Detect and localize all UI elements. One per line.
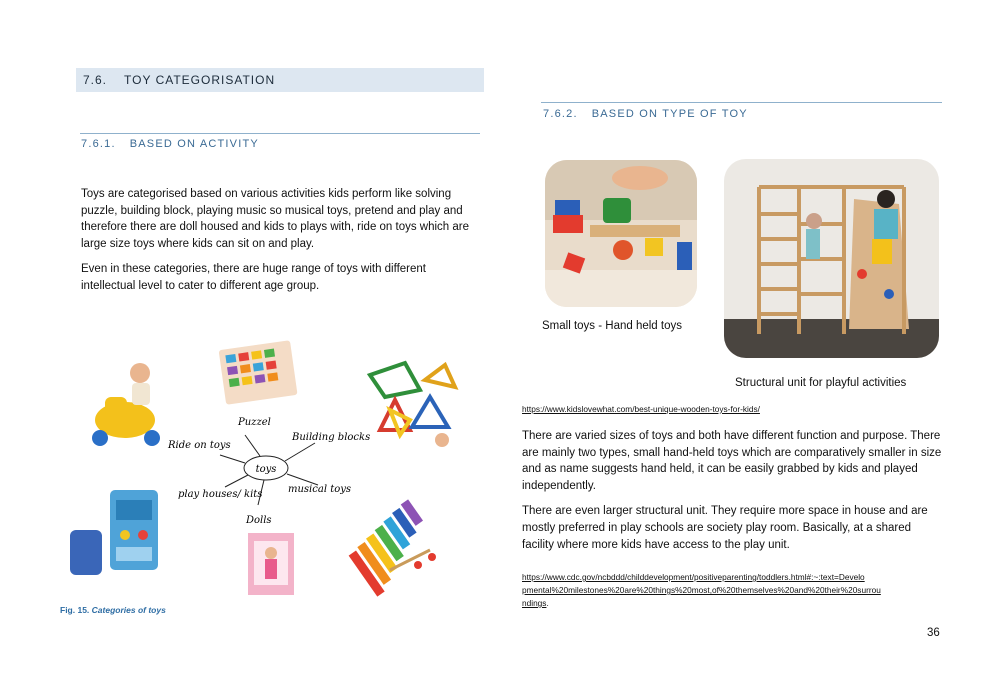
- figure-label: Fig. 15.: [60, 605, 90, 615]
- doll-box-image: [248, 533, 294, 595]
- page-number: 36: [927, 627, 940, 639]
- diagram-center-label: toys: [255, 464, 277, 475]
- cdc-reference: [522, 571, 932, 610]
- label-play-houses: play houses/ kits: [178, 489, 263, 500]
- figure-caption: [60, 605, 166, 615]
- subheading-rule-2: [541, 102, 942, 103]
- toy-categories-diagram: [60, 335, 470, 605]
- xylophone-image: [349, 499, 436, 596]
- cdc-link-line[interactable]: https://www.cdc.gov/ncbddd/childdevelopment/positiveparenting/toddlers.html#:~:text=Develo: [522, 572, 865, 582]
- small-toys-illustration: [545, 160, 697, 307]
- activity-text: [81, 186, 479, 304]
- section-number: 7.6.: [83, 73, 108, 87]
- small-toys-photo: [545, 160, 697, 307]
- subheading-title: BASED ON TYPE OF TOY: [591, 108, 748, 120]
- subheading-rule-1: [80, 133, 480, 134]
- label-ride-on-toys: Ride on toys: [168, 440, 231, 451]
- cdc-link-line[interactable]: pmental%20milestones%20are%20things%20most,of%20themselves%20and%20their%20surrou: [522, 585, 881, 595]
- label-puzzel: Puzzel: [238, 417, 271, 428]
- puzzle-image: [219, 340, 298, 404]
- play-kit-image: [70, 490, 158, 575]
- subheading-type: [543, 108, 748, 120]
- subheading-activity: [81, 138, 259, 150]
- section-title: TOY CATEGORISATION: [124, 73, 276, 87]
- structural-unit-photo: [724, 159, 939, 358]
- figure-title: Categories of toys: [91, 605, 166, 615]
- kidslovewhat-link[interactable]: https://www.kidslovewhat.com/best-unique-wooden-toys-for-kids/: [522, 404, 760, 414]
- paragraph: There are varied sizes of toys and both have different function and purpose. There are mainly two types, small hand-held toys which are comparatively smaller in size and as name suggests hand held, it can be easily grabbed by kids and played independently.: [522, 430, 942, 492]
- structural-unit-illustration: [724, 159, 939, 358]
- label-building-blocks: Building blocks: [292, 432, 371, 443]
- cdc-link-period: .: [546, 598, 549, 608]
- building-blocks-image: [370, 363, 455, 447]
- label-dolls: Dolls: [246, 515, 272, 526]
- structural-unit-caption: Structural unit for playful activities: [735, 377, 907, 389]
- label-musical-toys: musical toys: [288, 484, 352, 495]
- type-text: [522, 428, 942, 562]
- small-toys-caption: Small toys - Hand held toys: [542, 320, 682, 332]
- subheading-title: BASED ON ACTIVITY: [129, 138, 259, 150]
- paragraph: Even in these categories, there are huge range of toys with different intellectual level to cater to different age group.: [81, 263, 426, 292]
- subheading-number: 7.6.2.: [543, 108, 578, 120]
- cdc-link-line[interactable]: ndings: [522, 598, 547, 608]
- subheading-number: 7.6.1.: [81, 138, 116, 150]
- section-heading-bar: [76, 68, 484, 92]
- ride-on-toy-image: [92, 363, 160, 446]
- paragraph: Toys are categorised based on various activities kids perform like solving puzzle, building block, playing music so musical toys, pretend and play and therefore there are doll housed and kids to plays with, ride on toys which are large size toys where kids can sit on and play.: [81, 188, 470, 250]
- paragraph: There are even larger structural unit. They require more space in house and are mostly preferred in play schools are society play room. Basically, at a shared facility where more kids have access to the play unit.: [522, 505, 928, 551]
